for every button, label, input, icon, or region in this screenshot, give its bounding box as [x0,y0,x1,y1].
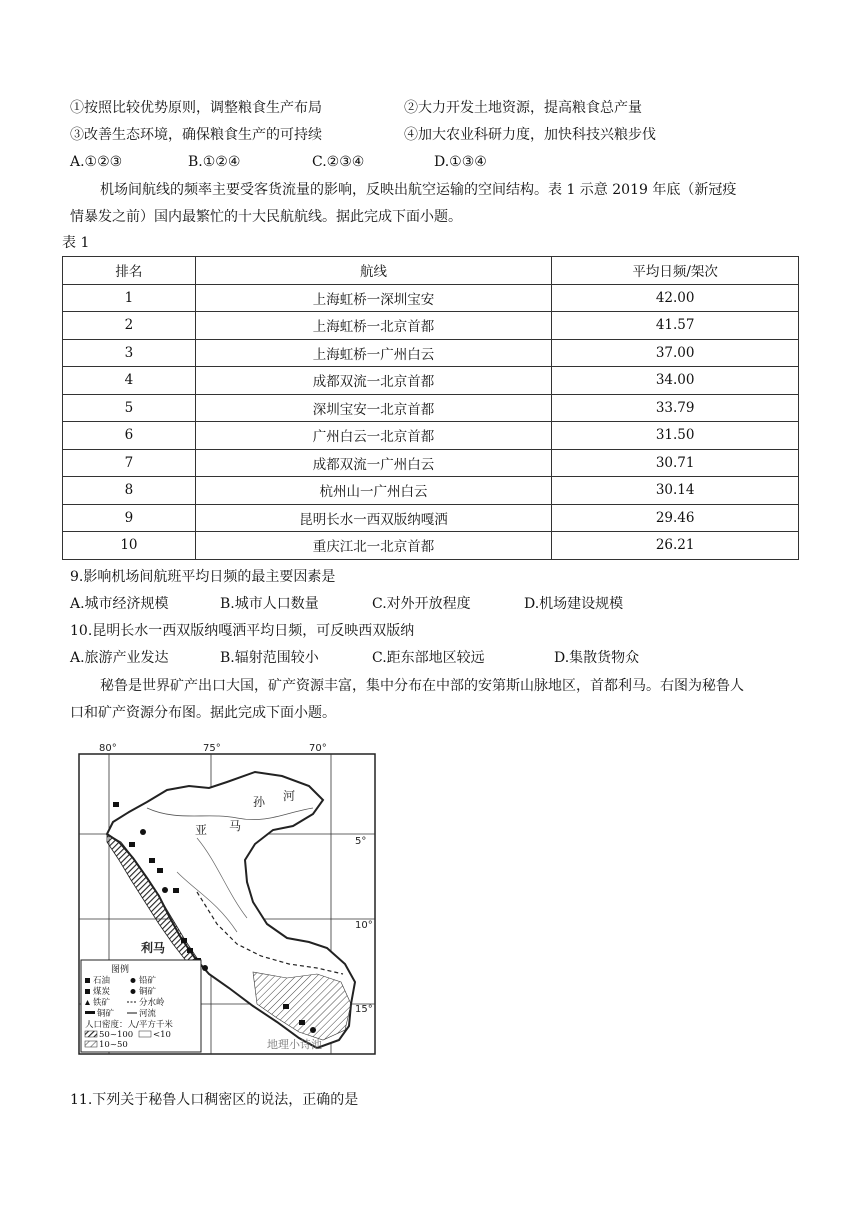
cell-rank: 1 [63,284,196,312]
cell-rank: 3 [63,339,196,367]
legend-density-lt10: <10 [153,1030,171,1040]
legend-lead: 铅矿 [139,976,157,986]
legend-density-50-100: 50~100 [99,1030,134,1040]
cell-rank: 8 [63,477,196,505]
map-watermark: 地理小诗池 [267,1038,322,1051]
q8-choice-b: B.①②④ [188,154,241,170]
cell-rank: 6 [63,422,196,450]
cell-rank: 4 [63,367,196,395]
cell-frequency: 42.00 [552,284,799,312]
cell-rank: 5 [63,394,196,422]
legend-iron: 铁矿 [93,998,111,1008]
q8-choice-c: C.②③④ [312,154,365,170]
cell-rank: 10 [63,532,196,560]
table-row [63,284,799,312]
cell-frequency: 37.00 [552,339,799,367]
legend-title: 图例 [111,965,130,975]
cell-route: 重庆江北一北京首都 [195,532,551,560]
cell-frequency: 34.00 [552,367,799,395]
table-row [63,532,799,560]
cell-rank: 9 [63,504,196,532]
q11-stem: 11.下列关于秘鲁人口稠密区的说法，正确的是 [70,1092,359,1108]
header-frequency: 平均日频/架次 [552,257,799,285]
cell-route: 成都双流一北京首都 [195,367,551,395]
header-route: 航线 [195,257,551,285]
cell-frequency: 31.50 [552,422,799,450]
legend-river: 河流 [139,1009,157,1019]
legend-oil: 石油 [93,976,111,986]
lon-label-80: 80° [99,743,117,754]
lat-label-10: 10° [355,920,373,931]
table-row [63,339,799,367]
q9-choice-d: D.机场建设规模 [524,596,624,612]
place-label-lima: 利马 [141,941,166,955]
peru-map [77,742,377,1072]
q8-choice-d: D.①③④ [434,154,487,170]
cell-frequency: 33.79 [552,394,799,422]
legend-copper: 铜矿 [139,987,157,997]
legend-watershed: 分水岭 [139,998,165,1008]
table-row [63,422,799,450]
q8-option-4: ④加大农业科研力度，加快科技兴粮步伐 [404,127,656,143]
cell-frequency: 41.57 [552,312,799,340]
cell-route: 上海虹桥一深圳宝安 [195,284,551,312]
legend-density-10-50: 10~50 [99,1040,128,1050]
legend-coal: 煤炭 [93,987,111,997]
q9-choice-b: B.城市人口数量 [220,596,319,612]
place-label-sun: 孙 [253,795,266,809]
header-rank: 排名 [63,257,196,285]
legend-density-title: 人口密度：人/平方千米 [85,1020,173,1030]
table-row [63,367,799,395]
airline-intro-line1: 机场间航线的频率主要受客货流量的影响，反映出航空运输的空间结构。表 1 示意 2019 年底（新冠疫 [100,182,737,198]
q8-option-3: ③改善生态环境，确保粮食生产的可持续 [70,127,322,143]
table-row [63,449,799,477]
cell-route: 昆明长水一西双版纳嘎洒 [195,504,551,532]
lon-label-70: 70° [309,743,327,754]
q8-choice-a: A.①②③ [70,154,123,170]
cell-route: 上海虹桥一广州白云 [195,339,551,367]
table-caption: 表 1 [62,235,90,251]
q8-option-2: ②大力开发土地资源，提高粮食总产量 [404,100,642,116]
airline-intro-line2: 情暴发之前）国内最繁忙的十大民航航线。据此完成下面小题。 [70,209,462,225]
lon-label-75: 75° [203,743,221,754]
place-label-ya: 亚 [195,823,208,837]
table-row [63,312,799,340]
peru-intro-line2: 口和矿产资源分布图。据此完成下面小题。 [70,705,336,721]
table-row [63,477,799,505]
cell-route: 成都双流一广州白云 [195,449,551,477]
cell-frequency: 30.71 [552,449,799,477]
place-label-he: 河 [283,789,296,803]
q10-choice-b: B.辐射范围较小 [220,650,319,666]
table-row [63,504,799,532]
cell-frequency: 30.14 [552,477,799,505]
airline-routes-table [62,256,799,560]
cell-frequency: 29.46 [552,504,799,532]
peru-intro-line1: 秘鲁是世界矿产出口大国，矿产资源丰富，集中分布在中部的安第斯山脉地区，首都利马。右图为秘鲁人 [100,678,744,694]
legend-copper-2: 铜矿 [97,1009,115,1019]
q9-choice-a: A.城市经济规模 [70,596,169,612]
cell-route: 广州白云一北京首都 [195,422,551,450]
q9-choice-c: C.对外开放程度 [372,596,471,612]
q10-stem: 10.昆明长水一西双版纳嘎洒平均日频，可反映西双版纳 [70,623,415,639]
table-header-row [63,257,799,285]
cell-frequency: 26.21 [552,532,799,560]
cell-route: 杭州山一广州白云 [195,477,551,505]
table-row [63,394,799,422]
peru-map-figure [77,742,377,1072]
cell-route: 深圳宝安一北京首都 [195,394,551,422]
q10-choice-a: A.旅游产业发达 [70,650,169,666]
cell-rank: 2 [63,312,196,340]
cell-route: 上海虹桥一北京首都 [195,312,551,340]
q10-choice-c: C.距东部地区较远 [372,650,485,666]
lat-label-5: 5° [355,836,367,847]
lat-label-15: 15° [355,1004,373,1015]
q8-option-1: ①按照比较优势原则，调整粮食生产布局 [70,100,322,116]
cell-rank: 7 [63,449,196,477]
q10-choice-d: D.集散货物众 [554,650,640,666]
place-label-ma: 马 [229,819,242,833]
q9-stem: 9.影响机场间航班平均日频的最主要因素是 [70,569,336,585]
